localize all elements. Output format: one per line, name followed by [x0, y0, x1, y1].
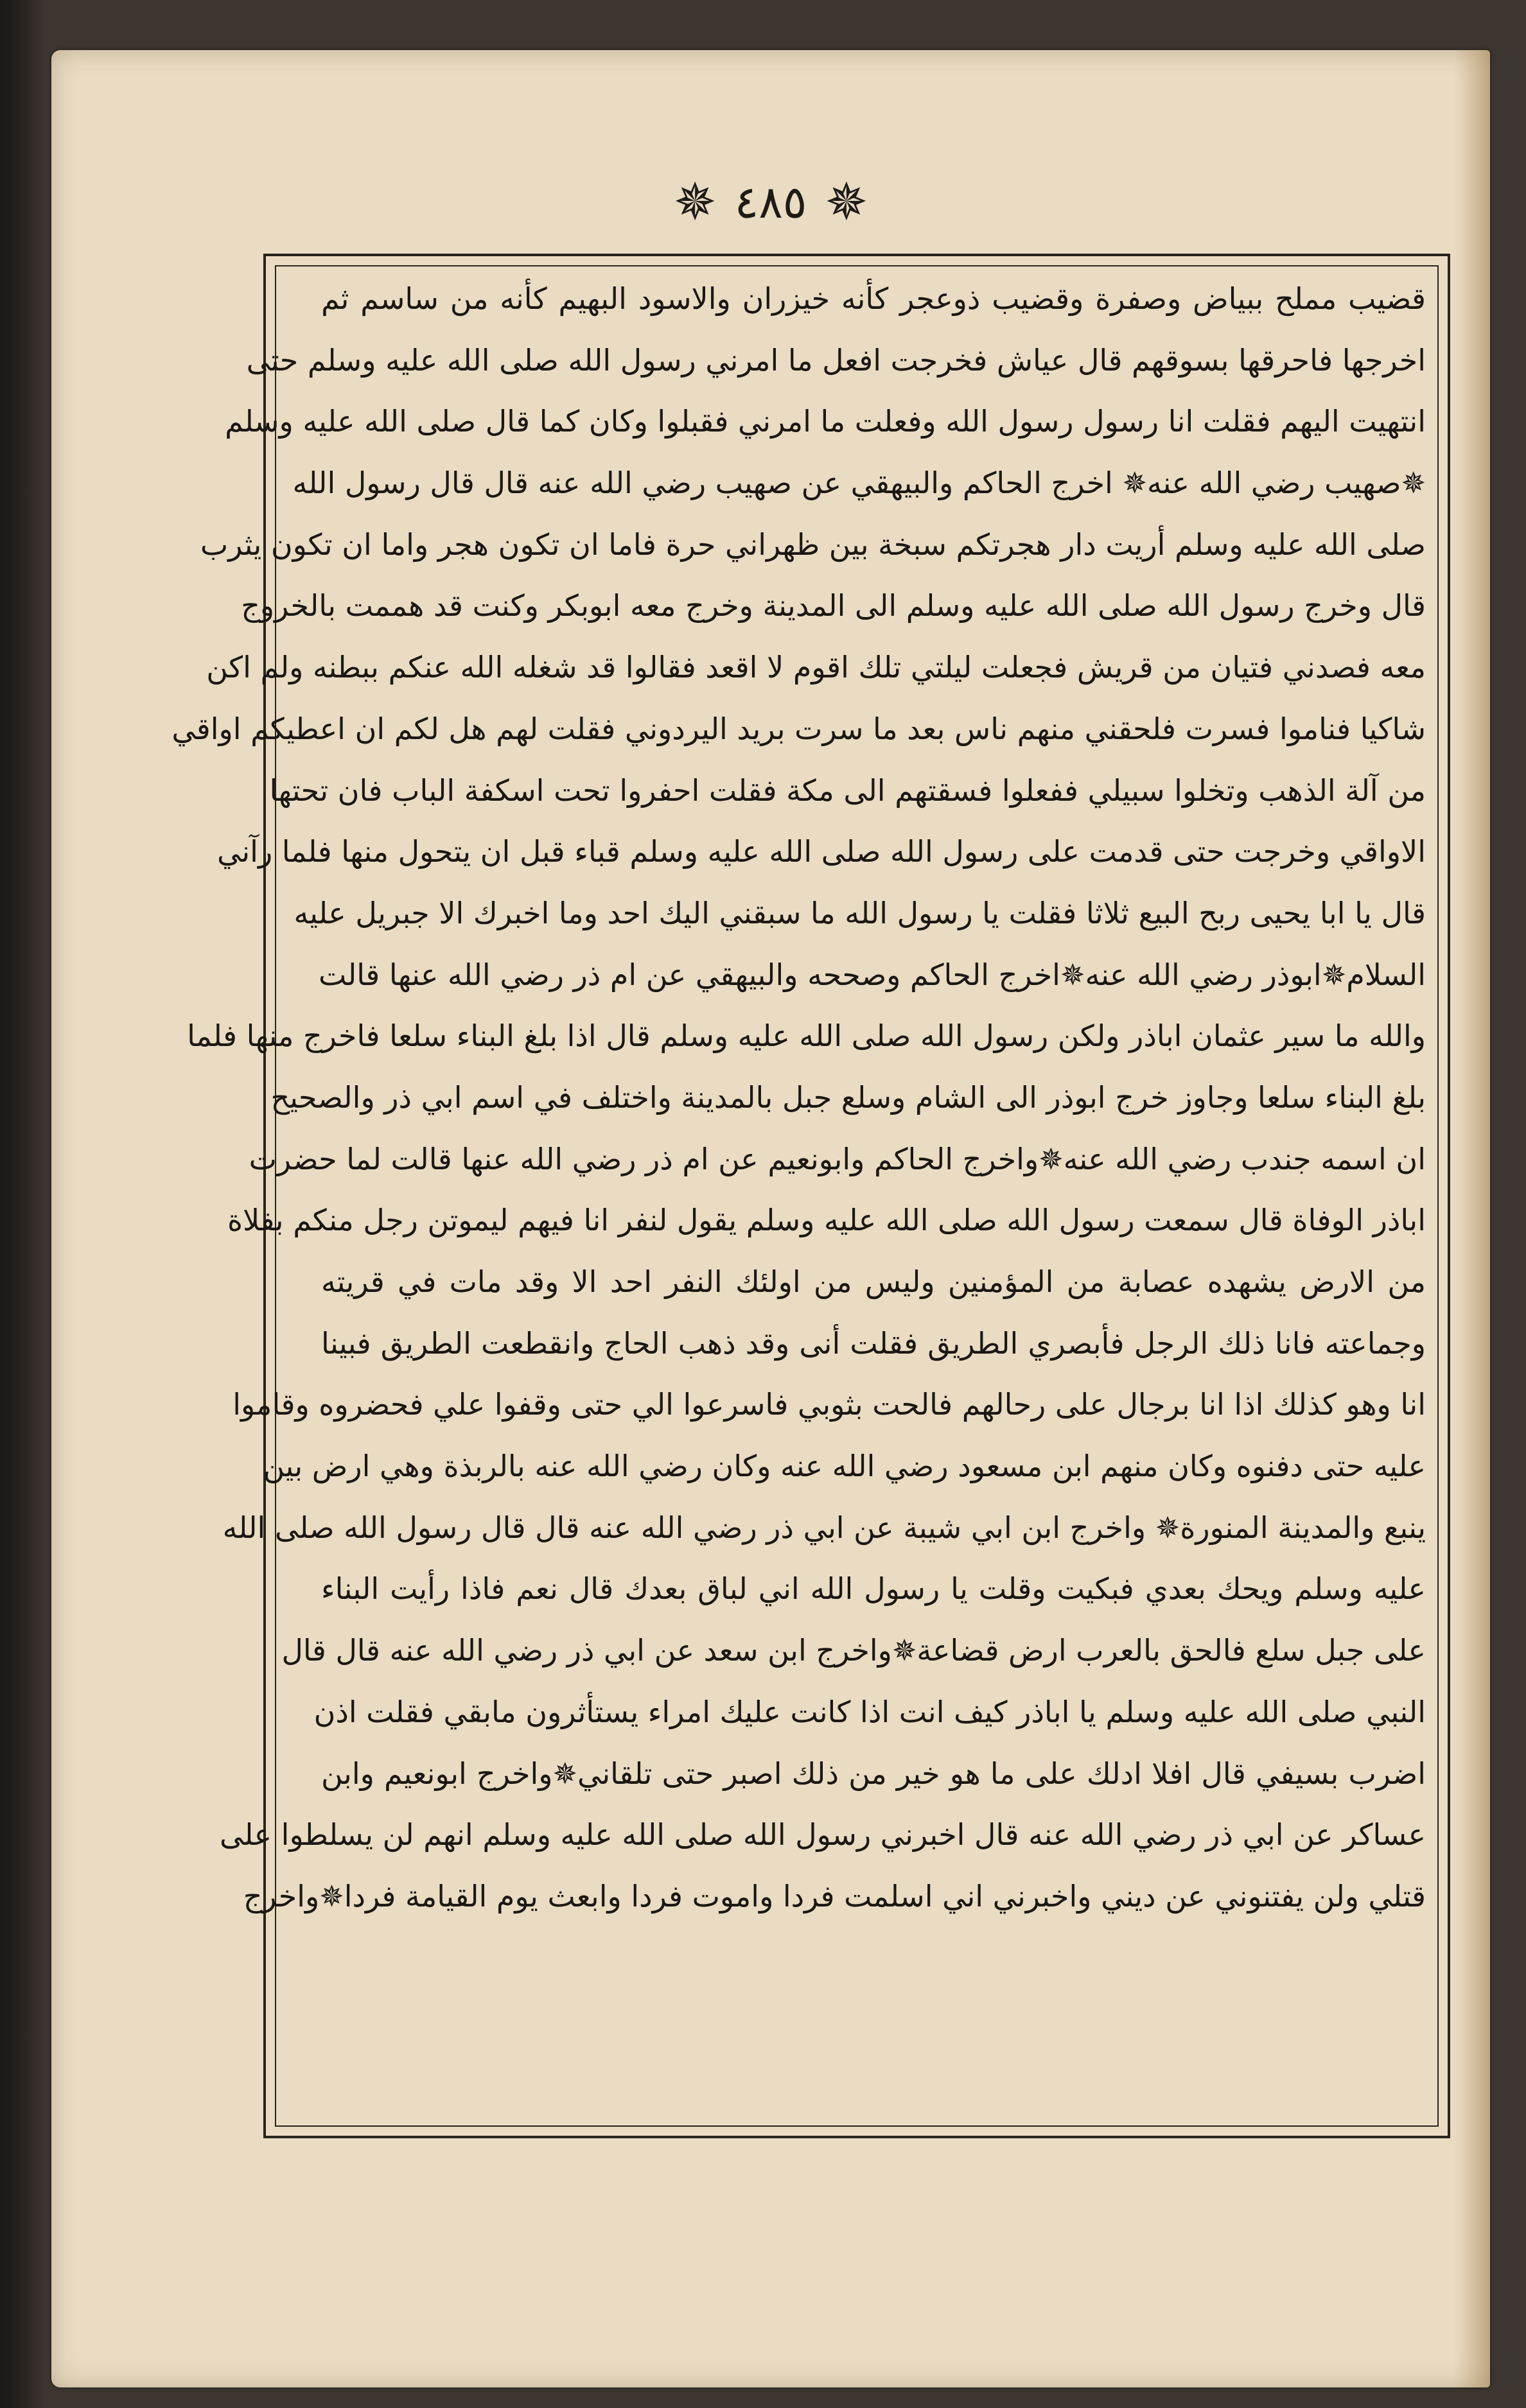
text-line: من الارض يشهده عصابة من المؤمنين وليس من اولئك النفر احد الا وقد مات في قريته [321, 1264, 1426, 1299]
text-line: ان اسمه جندب رضي الله عنه✵واخرج الحاكم وابونعيم عن ام ذر رضي الله عنها قالت لما حضرت [249, 1141, 1426, 1176]
text-line: عليه وسلم ويحك بعدي فبكيت وقلت يا رسول الله اني لباق بعدك قال نعم فاذا رأيت البناء [321, 1571, 1426, 1607]
text-line: اضرب بسيفي قال افلا ادلك على ما هو خير من ذلك اصبر حتى تلقاني✵واخرج ابونعيم وابن [321, 1756, 1426, 1791]
text-line: قضيب مملح ببياض وصفرة وقضيب ذوعجر كأنه خيزران والاسود البهيم كأنه من ساسم ثم [321, 281, 1426, 316]
text-line: والله ما سير عثمان اباذر ولكن رسول الله صلى الله عليه وسلم قال اذا بلغ البناء سلعا فاخرج منها فلما [187, 1018, 1426, 1054]
text-line: ✵صهيب رضي الله عنه✵ اخرج الحاكم والبيهقي عن صهيب رضي الله عنه قال قال رسول الله [292, 466, 1426, 501]
ornament-right: ✵ [825, 172, 868, 232]
text-line: وجماعته فانا ذلك الرجل فأبصري الطريق فقلت أنى وقد ذهب الحاج وانقطعت الطريق فبينا [321, 1325, 1426, 1361]
text-line: النبي صلى الله عليه وسلم يا اباذر كيف انت اذا كانت عليك امراء يستأثرون مابقي فقلت اذن [313, 1694, 1426, 1729]
text-line: السلام✵ابوذر رضي الله عنه✵اخرج الحاكم وصححه والبيهقي عن ام ذر رضي الله عنها قالت [319, 957, 1426, 992]
text-line: معه فصدني فتيان من قريش فجعلت ليلتي تلك اقوم لا اقعد فقالوا قد شغله الله عنكم ببطنه ولم اكن [206, 650, 1426, 685]
text-line: ينبع والمدينة المنورة✵ واخرج ابن ابي شيبة عن ابي ذر رضي الله عنه قال قال رسول الله صلى الله [222, 1510, 1426, 1545]
text-line: عساكر عن ابي ذر رضي الله عنه قال اخبرني رسول الله صلى الله عليه وسلم انهم لن يسلطوا على [220, 1817, 1426, 1853]
text-line: من آلة الذهب وتخلوا سبيلي ففعلوا فسقتهم الى مكة فقلت احفروا تحت اسكفة الباب فان تحتها [269, 772, 1426, 808]
text-line: قتلي ولن يفتنوني عن ديني واخبرني اني اسلمت فردا واموت فردا وابعث يوم القيامة فردا✵واخرج [243, 1878, 1426, 1914]
text-line: اخرجها فاحرقها بسوقهم قال عياش فخرجت افعل ما امرني رسول الله صلى الله عليه وسلم حتى [246, 342, 1426, 378]
text-line: على جبل سلع فالحق بالعرب ارض قضاعة✵واخرج ابن سعد عن ابي ذر رضي الله عنه قال قال [281, 1633, 1426, 1668]
page-edge-shadow [1454, 50, 1490, 2387]
text-line: انا وهو كذلك اذا انا برجال على رحالهم فالحت بثوبي فاسرعوا الي حتى وقفوا علي فحضروه وقاموا [232, 1387, 1426, 1422]
text-line: انتهيت اليهم فقلت انا رسول رسول الله وفعلت ما امرني فقبلوا وكان كما قال صلى الله عليه وسلم [225, 404, 1426, 439]
text-line: اباذر الوفاة قال سمعت رسول الله صلى الله عليه وسلم يقول لنفر انا فيهم ليموتن رجل منكم بفلاة [227, 1203, 1426, 1238]
text-line: الاواقي وخرجت حتى قدمت على رسول الله صلى الله عليه وسلم قباء قبل ان يتحول منها فلما رآني [217, 834, 1426, 869]
text-line: عليه حتى دفنوه وكان منهم ابن مسعود رضي الله عنه وكان رضي الله عنه بالربذة وهي ارض بين [263, 1449, 1426, 1484]
text-line: بلغ البناء سلعا وجاوز خرج ابوذر الى الشام وسلع جبل بالمدينة واختلف في اسم ابي ذر والصحيح [270, 1079, 1426, 1115]
ornament-left: ✵ [673, 172, 717, 232]
body-text [171, 268, 1426, 1928]
text-line: قال وخرج رسول الله صلى الله عليه وسلم الى المدينة وخرج معه ابوبكر وكنت قد هممت بالخروج [241, 588, 1426, 624]
text-line: صلى الله عليه وسلم أريت دار هجرتكم سبخة بين ظهراني حرة فاما ان تكون هجر واما ان تكون يثرب [200, 527, 1426, 562]
text-line: قال يا ابا يحيى ربح البيع ثلاثا فقلت يا رسول الله ما سبقني اليك احد وما اخبرك الا جبريل عليه [294, 895, 1426, 930]
page-number: ٤٨٥ [734, 175, 807, 229]
text-line: شاكيا فناموا فسرت فلحقني منهم ناس بعد ما سرت بريد اليردوني فقلت لهم هل لكم ان اعطيكم اواقي [171, 711, 1426, 746]
